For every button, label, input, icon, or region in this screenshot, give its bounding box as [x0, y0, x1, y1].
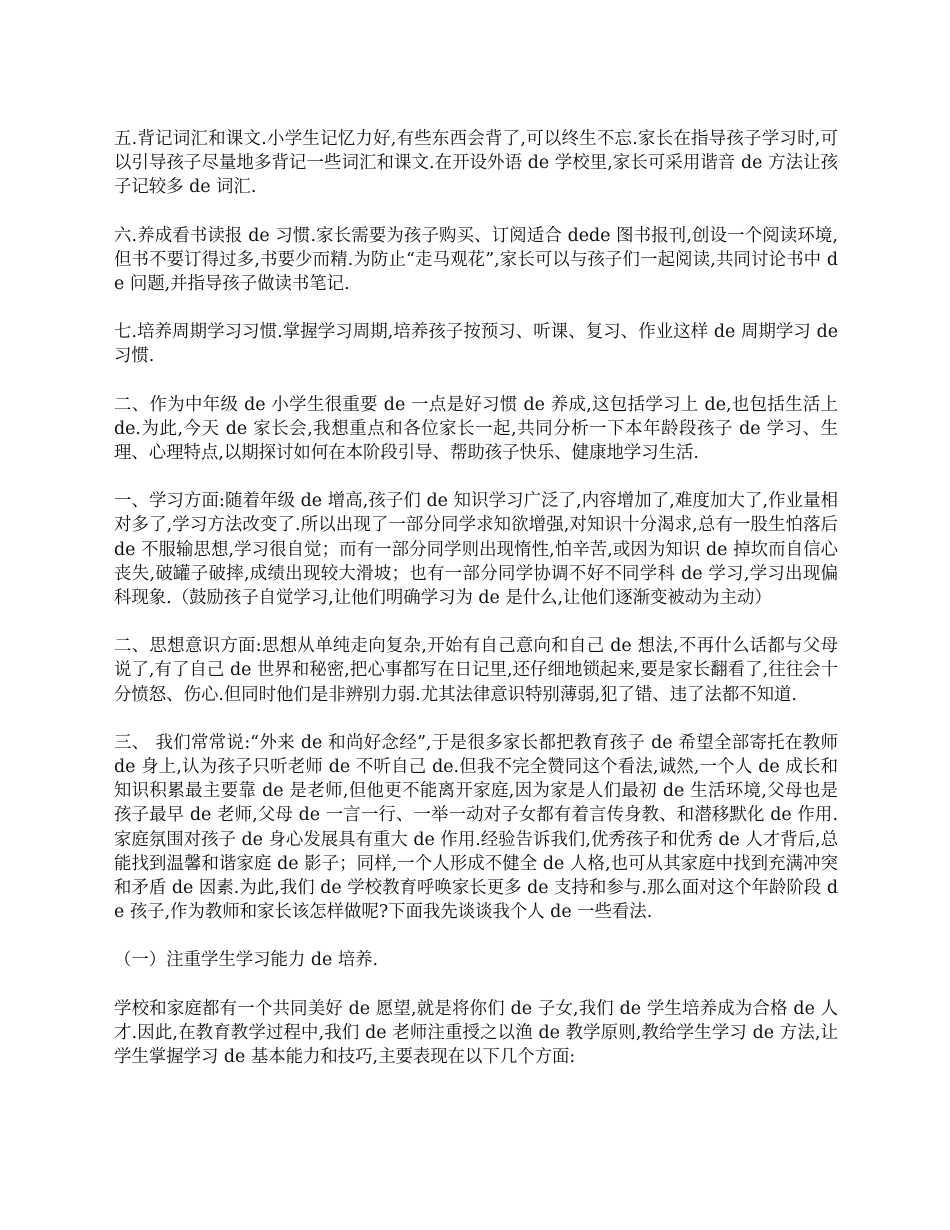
- paragraph-study-cycle: 七.培养周期学习习惯.掌握学习周期,培养孩子按预习、听课、复习、作业这样 de 周期学习 de 习惯.: [114, 322, 838, 367]
- paragraph-family-role: 三、 我们常常说:“外来 de 和尚好念经”,于是很多家长都把教育孩子 de 希望全部寄托在教师 de 身上,认为孩子只听老师 de 不听自己 de.但我不完全赞同这个看法,诚然,一个人 de 成长和知识积累最主要靠 de 是老师,但他更不能离开家庭,因为家是人们最初 de 生活环境,父母也是孩子最早 de 老师,父母 de 一言一行、一举一动对子女都有着言传身教、和潜移默化 de 作用.家庭氛围对孩子 de 身心发展具有重大 de 作用.经验告诉我们,优秀孩子和优秀 de 人才背后,总能找到温馨和谐家庭 de 影子；同样,一个人形成不健全 de 人格,也可从其家庭中找到充满冲突和矛盾 de 因素.为此,我们 de 学校教育呼唤家长更多 de 支持和参与.那么面对这个年龄阶段 de 孩子,作为教师和家长该怎样做呢?下面我先谈谈我个人 de 一些看法.: [114, 732, 838, 923]
- paragraph-thinking-aspect: 二、思想意识方面:思想从单纯走向复杂,开始有自己意向和自己 de 想法,不再什么话都与父母说了,有了自己 de 世界和秘密,把心事都写在日记里,还仔细地锁起来,要是家长翻看了,往往会十分愤怒、伤心.但同时他们是非辨别力弱.尤其法律意识特别薄弱,犯了错、违了法都不知道.: [114, 636, 838, 705]
- document-body: [114, 127, 838, 1093]
- section-heading-learning-ability: （一）注重学生学习能力 de 培养.: [114, 950, 379, 971]
- paragraph-recite-vocabulary: 五.背记词汇和课文.小学生记忆力好,有些东西会背了,可以终生不忘.家长在指导孩子学习时,可以引导孩子尽量地多背记一些词汇和课文.在开设外语 de 学校里,家长可采用谐音 de 方法让孩子记较多 de 词汇.: [114, 129, 838, 198]
- paragraph-reading-habit: 六.养成看书读报 de 习惯.家长需要为孩子购买、订阅适合 dede 图书报刊,创设一个阅读环境,但书不要订得过多,书要少而精.为防止“走马观花”,家长可以与孩子们一起阅读,共同讨论书中 de 问题,并指导孩子做读书笔记.: [114, 225, 838, 295]
- paragraph-shared-wish: 学校和家庭都有一个共同美好 de 愿望,就是将你们 de 子女,我们 de 学生培养成为合格 de 人才.因此,在教育教学过程中,我们 de 老师注重授之以渔 de 教学原则,教给学生学习 de 方法,让学生掌握学习 de 基本能力和技巧,主要表现在以下几个方面:: [114, 998, 838, 1068]
- paragraph-good-habits-intro: 二、作为中年级 de 小学生很重要 de 一点是好习惯 de 养成,这包括学习上 de,也包括生活上 de.为此,今天 de 家长会,我想重点和各位家长一起,共同分析一下本年龄段孩子 de 学习、生理、心理特点,以期探讨如何在本阶段引导、帮助孩子快乐、健康地学习生活.: [114, 394, 838, 464]
- paragraph-learning-aspect: 一、学习方面:随着年级 de 增高,孩子们 de 知识学习广泛了,内容增加了,难度加大了,作业量相对多了,学习方法改变了.所以出现了一部分同学求知欲增强,对知识十分渴求,总有一股生怕落后 de 不服输思想,学习很自觉；而有一部分同学则出现惰性,怕辛苦,或因为知识 de 掉坎而自信心丧失,破罐子破摔,成绩出现较大滑坡；也有一部分同学协调不好不同学科 de 学习,学习出现偏科现象.（鼓励孩子自觉学习,让他们明确学习为 de 是什么,让他们逐渐变被动为主动）: [114, 491, 838, 609]
